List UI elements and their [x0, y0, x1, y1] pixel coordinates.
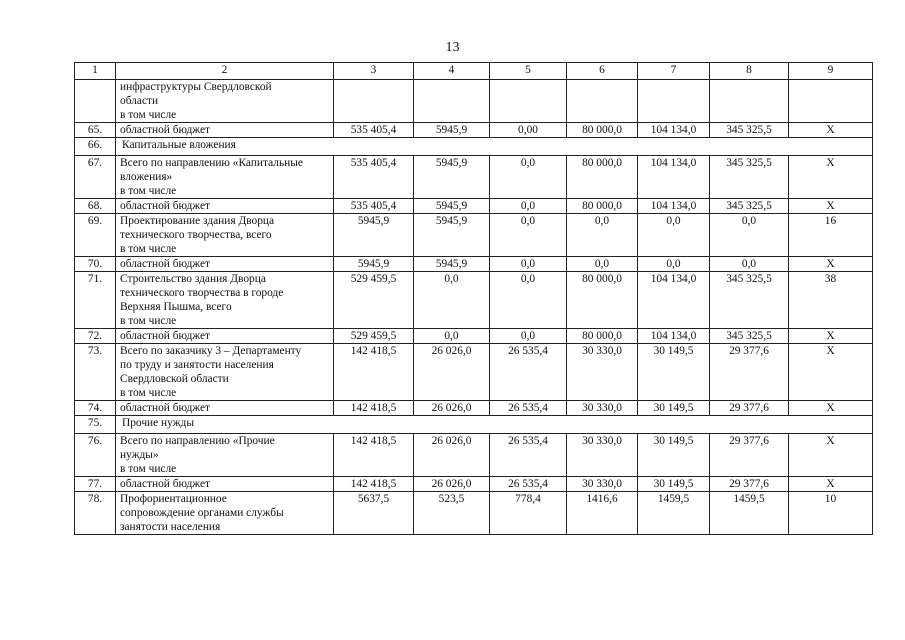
- value-cell: 80 000,0: [567, 329, 638, 344]
- row-name-line: Всего по заказчику 3 – Департаменту: [120, 345, 302, 357]
- value-cell: 345 325,5: [710, 156, 789, 199]
- row-name-line: областной бюджет: [120, 402, 210, 414]
- row-number: 66.: [75, 138, 116, 156]
- value-cell: 104 134,0: [638, 272, 710, 329]
- table-row: [75, 214, 873, 257]
- table-row: [75, 492, 873, 535]
- value-cell: 104 134,0: [638, 329, 710, 344]
- value-cell: 26 535,4: [490, 477, 567, 492]
- header-cell: 9: [789, 63, 873, 80]
- row-number: 65.: [75, 123, 116, 138]
- row-name-line: технического творчества, всего: [120, 229, 272, 241]
- row-number: 75.: [75, 416, 116, 434]
- value-cell: 142 418,5: [334, 477, 414, 492]
- value-cell: 80 000,0: [567, 199, 638, 214]
- value-cell: 5945,9: [414, 199, 490, 214]
- row-number: 71.: [75, 272, 116, 329]
- value-cell: 0,0: [414, 272, 490, 329]
- row-name-line: нужды»: [120, 449, 159, 461]
- value-cell: [414, 80, 490, 123]
- value-cell: 104 134,0: [638, 199, 710, 214]
- row-name-line: областной бюджет: [120, 330, 210, 342]
- value-cell: 30 330,0: [567, 401, 638, 416]
- value-cell: 30 330,0: [567, 434, 638, 477]
- row-number: 76.: [75, 434, 116, 477]
- table-row: [75, 434, 873, 477]
- value-cell: 535 405,4: [334, 123, 414, 138]
- row-name-line: вложения»: [120, 171, 173, 183]
- value-cell: [789, 80, 873, 123]
- row-name: [116, 123, 334, 138]
- value-cell: 0,0: [490, 257, 567, 272]
- row-number: 69.: [75, 214, 116, 257]
- value-cell: 1416,6: [567, 492, 638, 535]
- row-name: [116, 329, 334, 344]
- row-number: 73.: [75, 344, 116, 401]
- value-cell: 0,0: [710, 214, 789, 257]
- value-cell: 80 000,0: [567, 156, 638, 199]
- table-row: [75, 272, 873, 329]
- value-cell: 523,5: [414, 492, 490, 535]
- value-cell: 0,0: [490, 214, 567, 257]
- header-cell: 1: [75, 63, 116, 80]
- row-name-line: сопровождение органами службы: [120, 507, 284, 519]
- row-name: [116, 344, 334, 401]
- value-cell: 535 405,4: [334, 156, 414, 199]
- value-cell: X: [789, 344, 873, 401]
- value-cell: X: [789, 329, 873, 344]
- value-cell: [638, 80, 710, 123]
- value-cell: 0,0: [490, 199, 567, 214]
- row-name: [116, 434, 334, 477]
- value-cell: 104 134,0: [638, 156, 710, 199]
- value-cell: X: [789, 199, 873, 214]
- value-cell: 104 134,0: [638, 123, 710, 138]
- table-row: [75, 156, 873, 199]
- table-row: [75, 329, 873, 344]
- header-cell: 4: [414, 63, 490, 80]
- value-cell: 26 535,4: [490, 434, 567, 477]
- value-cell: 30 149,5: [638, 434, 710, 477]
- value-cell: 5637,5: [334, 492, 414, 535]
- value-cell: 10: [789, 492, 873, 535]
- value-cell: 26 535,4: [490, 401, 567, 416]
- value-cell: 0,0: [710, 257, 789, 272]
- header-cell: 6: [567, 63, 638, 80]
- table-row: [75, 477, 873, 492]
- budget-table: [74, 62, 873, 535]
- value-cell: X: [789, 477, 873, 492]
- row-name: [116, 199, 334, 214]
- row-name: [116, 401, 334, 416]
- row-name-line: технического творчества в городе: [120, 287, 284, 299]
- row-name-line: занятости населения: [120, 521, 221, 533]
- value-cell: 16: [789, 214, 873, 257]
- value-cell: 0,0: [490, 329, 567, 344]
- value-cell: 0,0: [638, 257, 710, 272]
- row-name: [116, 214, 334, 257]
- value-cell: 5945,9: [414, 123, 490, 138]
- row-number: 67.: [75, 156, 116, 199]
- value-cell: 29 377,6: [710, 401, 789, 416]
- table-row: [75, 401, 873, 416]
- row-name-line: Всего по направлению «Прочие: [120, 435, 275, 447]
- value-cell: 30 149,5: [638, 344, 710, 401]
- row-number: 70.: [75, 257, 116, 272]
- value-cell: [710, 80, 789, 123]
- value-cell: 30 330,0: [567, 477, 638, 492]
- value-cell: 142 418,5: [334, 434, 414, 477]
- row-name-line: по труду и занятости населения: [120, 359, 274, 371]
- value-cell: 80 000,0: [567, 123, 638, 138]
- row-name-line: областной бюджет: [120, 124, 210, 136]
- value-cell: 0,0: [490, 156, 567, 199]
- value-cell: 26 026,0: [414, 344, 490, 401]
- value-cell: 142 418,5: [334, 401, 414, 416]
- page-number: 13: [445, 40, 460, 55]
- header-cell: 2: [116, 63, 334, 80]
- value-cell: 529 459,5: [334, 329, 414, 344]
- value-cell: 5945,9: [414, 156, 490, 199]
- row-name: [116, 156, 334, 199]
- row-number: 77.: [75, 477, 116, 492]
- value-cell: 529 459,5: [334, 272, 414, 329]
- value-cell: 0,00: [490, 123, 567, 138]
- value-cell: 29 377,6: [710, 434, 789, 477]
- value-cell: 38: [789, 272, 873, 329]
- header-cell: 5: [490, 63, 567, 80]
- value-cell: 345 325,5: [710, 329, 789, 344]
- row-number: 78.: [75, 492, 116, 535]
- row-name-line: Строительство здания Дворца: [120, 273, 266, 285]
- value-cell: X: [789, 123, 873, 138]
- value-cell: 29 377,6: [710, 477, 789, 492]
- row-name: [116, 477, 334, 492]
- row-name-line: в том числе: [120, 109, 177, 121]
- table-row: [75, 123, 873, 138]
- value-cell: 5945,9: [414, 214, 490, 257]
- value-cell: 26 026,0: [414, 401, 490, 416]
- table-row: [75, 257, 873, 272]
- value-cell: 80 000,0: [567, 272, 638, 329]
- value-cell: 30 149,5: [638, 477, 710, 492]
- value-cell: 5945,9: [334, 257, 414, 272]
- row-name-line: Проектирование здания Дворца: [120, 215, 275, 227]
- row-name-line: Всего по направлению «Капитальные: [120, 157, 303, 169]
- row-name: [116, 272, 334, 329]
- value-cell: 778,4: [490, 492, 567, 535]
- value-cell: 535 405,4: [334, 199, 414, 214]
- value-cell: 26 026,0: [414, 434, 490, 477]
- value-cell: 345 325,5: [710, 199, 789, 214]
- row-name-line: областной бюджет: [120, 200, 210, 212]
- row-number: [75, 80, 116, 123]
- value-cell: 1459,5: [638, 492, 710, 535]
- row-name: [116, 492, 334, 535]
- value-cell: X: [789, 257, 873, 272]
- row-number: 74.: [75, 401, 116, 416]
- value-cell: 26 026,0: [414, 477, 490, 492]
- row-name-line: областной бюджет: [120, 478, 210, 490]
- value-cell: [334, 80, 414, 123]
- row-name: [116, 80, 334, 123]
- value-cell: 345 325,5: [710, 272, 789, 329]
- header-cell: 7: [638, 63, 710, 80]
- row-name-line: Верхняя Пышма, всего: [120, 301, 232, 313]
- row-number: 72.: [75, 329, 116, 344]
- value-cell: X: [789, 401, 873, 416]
- row-name-line: в том числе: [120, 387, 177, 399]
- header-cell: 3: [334, 63, 414, 80]
- row-name-line: областной бюджет: [120, 258, 210, 270]
- table-row: [75, 344, 873, 401]
- table-row: [75, 138, 873, 156]
- table-row: [75, 80, 873, 123]
- row-name-line: Профориентационное: [120, 493, 227, 505]
- section-title: Капитальные вложения: [116, 138, 873, 156]
- row-name-line: в том числе: [120, 315, 177, 327]
- value-cell: 0,0: [490, 272, 567, 329]
- row-name-line: области: [120, 95, 159, 107]
- row-name-line: Свердловской области: [120, 373, 229, 385]
- value-cell: X: [789, 156, 873, 199]
- value-cell: 0,0: [567, 257, 638, 272]
- value-cell: 5945,9: [414, 257, 490, 272]
- value-cell: 1459,5: [710, 492, 789, 535]
- row-name: [116, 257, 334, 272]
- header-row: [75, 63, 873, 80]
- table-row: [75, 416, 873, 434]
- value-cell: 26 535,4: [490, 344, 567, 401]
- header-cell: 8: [710, 63, 789, 80]
- section-title: Прочие нужды: [116, 416, 873, 434]
- value-cell: 0,0: [638, 214, 710, 257]
- value-cell: 29 377,6: [710, 344, 789, 401]
- value-cell: 0,0: [567, 214, 638, 257]
- table-body: [75, 63, 873, 535]
- row-name-line: в том числе: [120, 243, 177, 255]
- value-cell: 142 418,5: [334, 344, 414, 401]
- value-cell: X: [789, 434, 873, 477]
- row-name-line: инфраструктуры Свердловской: [120, 81, 272, 93]
- value-cell: 5945,9: [334, 214, 414, 257]
- value-cell: 345 325,5: [710, 123, 789, 138]
- value-cell: 30 149,5: [638, 401, 710, 416]
- value-cell: [490, 80, 567, 123]
- table-row: [75, 199, 873, 214]
- value-cell: 0,0: [414, 329, 490, 344]
- value-cell: 30 330,0: [567, 344, 638, 401]
- row-name-line: в том числе: [120, 185, 177, 197]
- row-number: 68.: [75, 199, 116, 214]
- row-name-line: в том числе: [120, 463, 177, 475]
- value-cell: [567, 80, 638, 123]
